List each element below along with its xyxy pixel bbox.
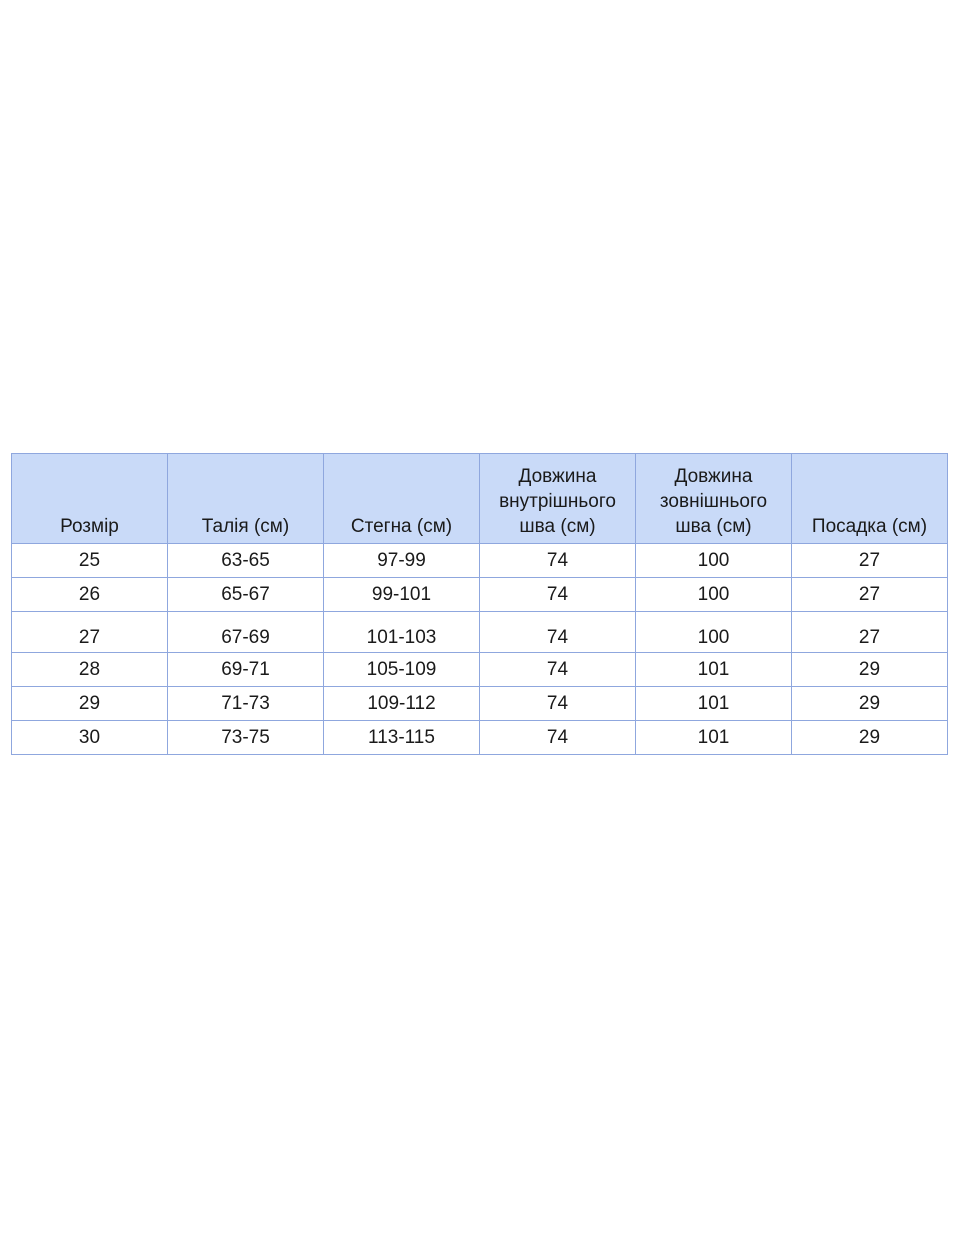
header-hips-label: Стегна (см) xyxy=(350,516,453,537)
header-outseam-line-2: зовнішнього xyxy=(659,491,768,512)
cell-inseam: 74 xyxy=(480,653,636,687)
cell-hips: 99-101 xyxy=(324,578,480,612)
header-inseam-line-2: внутрішнього xyxy=(499,491,616,512)
cell-rise: 29 xyxy=(792,721,948,755)
cell-hips: 97-99 xyxy=(324,544,480,578)
cell-inseam: 74 xyxy=(480,687,636,721)
cell-outseam: 100 xyxy=(636,578,792,612)
cell-outseam: 101 xyxy=(636,687,792,721)
header-rise xyxy=(792,454,948,544)
cell-hips: 113-115 xyxy=(324,721,480,755)
cell-outseam: 101 xyxy=(636,721,792,755)
header-waist xyxy=(168,454,324,544)
table-row xyxy=(12,578,948,612)
table-row xyxy=(12,612,948,653)
table-row xyxy=(12,721,948,755)
cell-hips: 101-103 xyxy=(324,612,480,653)
cell-inseam: 74 xyxy=(480,721,636,755)
cell-waist: 73-75 xyxy=(168,721,324,755)
cell-size: 29 xyxy=(12,687,168,721)
cell-outseam: 101 xyxy=(636,653,792,687)
table-row xyxy=(12,687,948,721)
cell-outseam: 100 xyxy=(636,612,792,653)
cell-outseam: 100 xyxy=(636,544,792,578)
cell-waist: 71-73 xyxy=(168,687,324,721)
cell-size: 25 xyxy=(12,544,168,578)
table-row xyxy=(12,653,948,687)
header-inseam-line-3: шва (см) xyxy=(519,516,596,537)
header-size-label: Розмір xyxy=(60,516,119,537)
cell-waist: 65-67 xyxy=(168,578,324,612)
header-outseam xyxy=(636,454,792,544)
cell-size: 27 xyxy=(12,612,168,653)
cell-waist: 69-71 xyxy=(168,653,324,687)
size-chart-table xyxy=(11,453,948,755)
cell-rise: 27 xyxy=(792,544,948,578)
cell-inseam: 74 xyxy=(480,578,636,612)
header-hips xyxy=(324,454,480,544)
header-outseam-line-1: Довжина xyxy=(674,466,753,487)
cell-rise: 29 xyxy=(792,687,948,721)
cell-waist: 67-69 xyxy=(168,612,324,653)
header-outseam-line-3: шва (см) xyxy=(675,516,752,537)
cell-rise: 27 xyxy=(792,612,948,653)
table-header-row xyxy=(12,454,948,544)
header-size xyxy=(12,454,168,544)
cell-rise: 29 xyxy=(792,653,948,687)
cell-hips: 105-109 xyxy=(324,653,480,687)
header-rise-label: Посадка (см) xyxy=(811,516,928,537)
cell-inseam: 74 xyxy=(480,544,636,578)
header-inseam xyxy=(480,454,636,544)
cell-inseam: 74 xyxy=(480,612,636,653)
cell-size: 30 xyxy=(12,721,168,755)
header-inseam-line-1: Довжина xyxy=(518,466,597,487)
cell-size: 28 xyxy=(12,653,168,687)
cell-hips: 109-112 xyxy=(324,687,480,721)
header-waist-label: Талія (см) xyxy=(201,516,290,537)
cell-rise: 27 xyxy=(792,578,948,612)
cell-size: 26 xyxy=(12,578,168,612)
table-row xyxy=(12,544,948,578)
cell-waist: 63-65 xyxy=(168,544,324,578)
